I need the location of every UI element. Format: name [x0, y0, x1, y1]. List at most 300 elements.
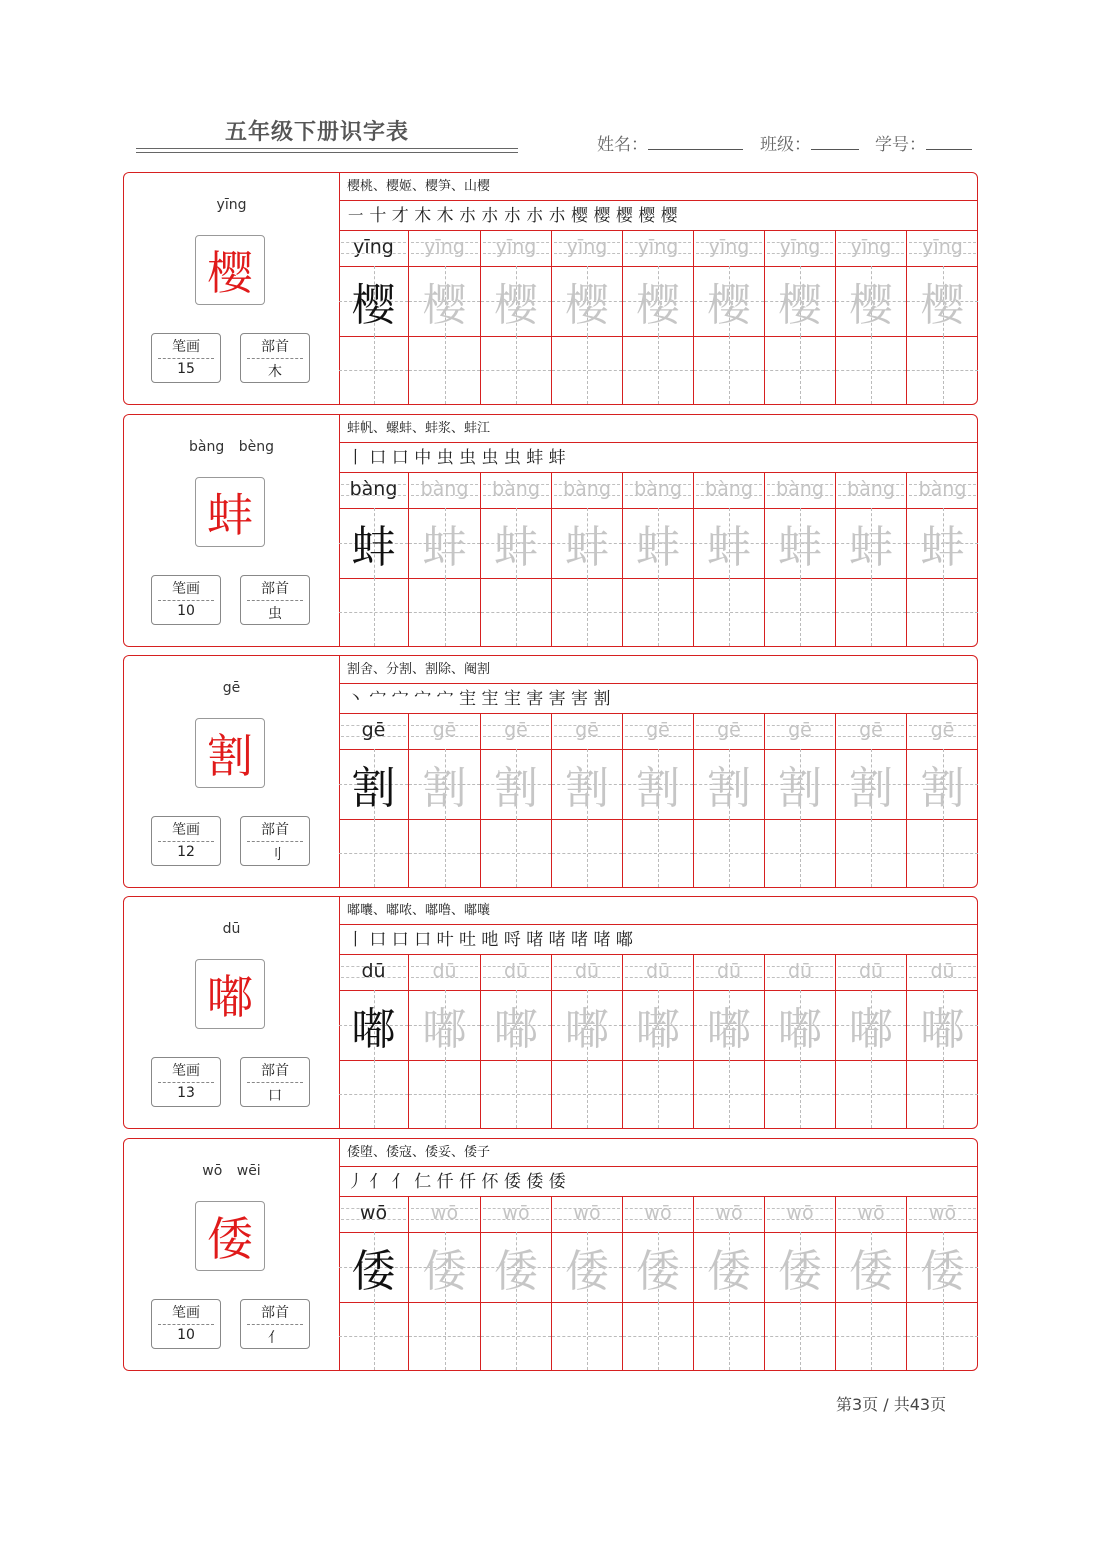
trace-row — [339, 266, 977, 337]
tian-grid-cell — [481, 990, 552, 1060]
practice-panel — [339, 656, 977, 887]
pinyin-model: bàng — [349, 478, 398, 500]
pinyin-trace: wō — [573, 1202, 601, 1224]
class-blank[interactable] — [811, 131, 859, 150]
pinyin-trace: yīng — [637, 236, 679, 258]
char-model: 嘟 — [351, 1004, 396, 1055]
practice-cell[interactable] — [409, 578, 481, 646]
pinyin-trace: yīng — [566, 236, 608, 258]
char-model: 蚌 — [351, 522, 396, 573]
divider — [247, 600, 303, 601]
char-trace: 樱 — [707, 280, 751, 331]
target-character: 蚌 — [195, 477, 265, 547]
practice-cell[interactable] — [339, 578, 409, 646]
radical-label: 部首 — [261, 1305, 289, 1321]
practice-cell[interactable] — [765, 1302, 836, 1370]
pinyin-trace: yīng — [922, 236, 963, 258]
pinyin-cell — [339, 1197, 409, 1232]
pinyin-cell — [907, 714, 978, 749]
number-blank[interactable] — [926, 131, 972, 150]
pinyin-row — [339, 1197, 977, 1233]
character-card — [123, 414, 978, 647]
pinyin-cell — [409, 955, 481, 990]
practice-cell[interactable] — [481, 819, 552, 887]
pinyin-row — [339, 473, 977, 509]
divider — [247, 841, 303, 842]
char-trace: 倭 — [636, 1246, 680, 1297]
pinyin-trace: gē — [504, 719, 528, 741]
stroke-count-value: 15 — [177, 361, 195, 377]
pinyin-all: dū — [222, 921, 241, 937]
trace-row — [339, 749, 977, 820]
divider — [247, 1324, 303, 1325]
practice-cell[interactable] — [907, 336, 978, 404]
char-trace: 倭 — [494, 1246, 538, 1297]
practice-cell[interactable] — [409, 1302, 481, 1370]
practice-cell[interactable] — [765, 819, 836, 887]
stroke-count-label: 笔画 — [172, 581, 200, 597]
pinyin-trace: gē — [859, 719, 883, 741]
pinyin-all: bàng bèng — [189, 439, 274, 455]
target-character: 割 — [195, 718, 265, 788]
practice-cell[interactable] — [339, 336, 409, 404]
stroke-count-box — [151, 575, 221, 625]
divider — [247, 1082, 303, 1083]
char-trace: 割 — [494, 763, 538, 814]
char-trace: 割 — [707, 763, 751, 814]
pinyin-cell — [409, 714, 481, 749]
char-info-panel — [124, 897, 340, 1128]
pinyin-cell — [907, 1197, 978, 1232]
target-character: 倭 — [195, 1201, 265, 1271]
practice-cell[interactable] — [623, 1060, 694, 1128]
practice-panel — [339, 1139, 977, 1370]
target-character: 樱 — [195, 235, 265, 305]
pinyin-cell — [765, 231, 836, 266]
practice-cell[interactable] — [552, 336, 623, 404]
pinyin-cell — [765, 714, 836, 749]
practice-cell[interactable] — [552, 1060, 623, 1128]
char-trace: 樱 — [494, 280, 538, 331]
divider — [247, 358, 303, 359]
tian-grid-cell — [339, 1232, 409, 1302]
stroke-count-label: 笔画 — [172, 1063, 200, 1079]
practice-cell[interactable] — [836, 578, 907, 646]
tian-grid-cell — [481, 508, 552, 578]
tian-grid-cell — [765, 990, 836, 1060]
class-field[interactable] — [760, 130, 859, 155]
pinyin-cell — [765, 955, 836, 990]
tian-grid-cell — [339, 508, 409, 578]
pinyin-model: yīng — [353, 236, 394, 258]
pinyin-cell — [409, 1197, 481, 1232]
pinyin-trace: gē — [788, 719, 812, 741]
pinyin-cell — [765, 473, 836, 508]
tian-grid-cell — [623, 990, 694, 1060]
char-trace: 割 — [849, 763, 893, 814]
char-trace: 倭 — [565, 1246, 609, 1297]
pinyin-trace: gē — [646, 719, 670, 741]
practice-cell[interactable] — [481, 578, 552, 646]
tian-grid-cell — [552, 266, 623, 336]
tian-grid-cell — [907, 1232, 978, 1302]
pinyin-cell — [623, 955, 694, 990]
pinyin-trace: wō — [928, 1202, 957, 1224]
number-field[interactable] — [875, 130, 972, 155]
radical-box — [240, 333, 310, 383]
radical-label: 部首 — [261, 581, 289, 597]
pinyin-cell — [623, 1197, 694, 1232]
tian-grid-cell — [907, 990, 978, 1060]
practice-grid — [339, 473, 977, 646]
practice-cell[interactable] — [339, 819, 409, 887]
blank-row — [339, 1302, 977, 1370]
radical-box — [240, 816, 310, 866]
radical-value: 木 — [268, 364, 282, 380]
pinyin-cell — [409, 473, 481, 508]
char-trace: 割 — [422, 763, 467, 814]
pinyin-trace: wō — [502, 1202, 530, 1224]
pinyin-trace: bàng — [918, 478, 967, 500]
tian-grid-cell — [409, 749, 481, 819]
pinyin-cell — [552, 231, 623, 266]
tian-grid-cell — [339, 266, 409, 336]
divider — [158, 600, 214, 601]
pinyin-cell — [481, 714, 552, 749]
practice-cell[interactable] — [623, 1302, 694, 1370]
radical-label: 部首 — [261, 822, 289, 838]
practice-cell[interactable] — [409, 336, 481, 404]
divider — [158, 841, 214, 842]
tian-grid-cell — [836, 508, 907, 578]
pinyin-trace: wō — [857, 1202, 885, 1224]
tian-grid-cell — [409, 508, 481, 578]
tian-grid-cell — [623, 508, 694, 578]
tian-grid-cell — [694, 508, 765, 578]
pinyin-cell — [339, 955, 409, 990]
radical-value: 刂 — [268, 847, 282, 863]
tian-grid-cell — [409, 266, 481, 336]
tian-grid-cell — [836, 1232, 907, 1302]
title-underline-2 — [136, 152, 518, 153]
pinyin-trace: bàng — [563, 478, 611, 500]
pinyin-trace: wō — [786, 1202, 814, 1224]
pinyin-cell — [694, 231, 765, 266]
practice-cell[interactable] — [623, 336, 694, 404]
practice-cell[interactable] — [339, 1060, 409, 1128]
tian-grid-cell — [765, 1232, 836, 1302]
pinyin-trace: bàng — [776, 478, 824, 500]
pinyin-model: dū — [361, 960, 386, 982]
pinyin-model: gē — [361, 719, 386, 741]
pinyin-trace: bàng — [492, 478, 540, 500]
char-info-panel — [124, 656, 340, 887]
number-label: 学号： — [875, 135, 926, 155]
pinyin-cell — [907, 955, 978, 990]
char-info-panel — [124, 415, 340, 646]
practice-grid — [339, 1197, 977, 1370]
practice-cell[interactable] — [623, 578, 694, 646]
name-field[interactable] — [597, 130, 743, 155]
pinyin-trace: wō — [430, 1202, 459, 1224]
stroke-order: 丶 宀 宀 宀 宀 宔 宔 宔 害 害 害 割 — [339, 684, 977, 714]
pinyin-cell — [694, 714, 765, 749]
practice-panel — [339, 415, 977, 646]
character-card — [123, 896, 978, 1129]
practice-cell[interactable] — [765, 1060, 836, 1128]
char-info-panel — [124, 1139, 340, 1370]
trace-row — [339, 1232, 977, 1303]
pinyin-row — [339, 714, 977, 750]
pinyin-cell — [339, 714, 409, 749]
radical-value: 口 — [268, 1088, 282, 1104]
pinyin-cell — [481, 1197, 552, 1232]
blank-row — [339, 336, 977, 404]
tian-grid-cell — [409, 990, 481, 1060]
radical-box — [240, 1299, 310, 1349]
trace-row — [339, 990, 977, 1061]
pinyin-trace: gē — [930, 719, 955, 741]
pinyin-cell — [765, 1197, 836, 1232]
tian-grid-cell — [694, 749, 765, 819]
tian-grid-cell — [339, 749, 409, 819]
pinyin-cell — [623, 473, 694, 508]
pinyin-cell — [836, 955, 907, 990]
tian-grid-cell — [765, 508, 836, 578]
char-trace: 蚌 — [920, 522, 965, 573]
tian-grid-cell — [907, 508, 978, 578]
char-trace: 樱 — [849, 280, 893, 331]
practice-cell[interactable] — [694, 819, 765, 887]
practice-cell[interactable] — [339, 1302, 409, 1370]
pinyin-trace: bàng — [705, 478, 753, 500]
stroke-count-box — [151, 1057, 221, 1107]
pinyin-all: wō wēi — [202, 1163, 261, 1179]
stroke-count-box — [151, 1299, 221, 1349]
pinyin-cell — [836, 1197, 907, 1232]
practice-cell[interactable] — [694, 1302, 765, 1370]
char-trace: 蚌 — [707, 522, 751, 573]
practice-cell[interactable] — [907, 1060, 978, 1128]
character-card — [123, 1138, 978, 1371]
trace-row — [339, 508, 977, 579]
practice-cell[interactable] — [765, 336, 836, 404]
pinyin-trace: bàng — [420, 478, 469, 500]
char-trace: 倭 — [778, 1246, 822, 1297]
pinyin-trace: wō — [644, 1202, 672, 1224]
pinyin-cell — [907, 231, 978, 266]
char-info-panel — [124, 173, 340, 404]
divider — [158, 358, 214, 359]
practice-cell[interactable] — [481, 336, 552, 404]
practice-cell[interactable] — [552, 578, 623, 646]
pinyin-trace: dū — [930, 960, 955, 982]
stroke-order: 丨 口 口 口 叶 吐 吔 哷 啫 啫 啫 啫 嘟 — [339, 925, 977, 955]
example-words: 蚌帆、螺蚌、蚌浆、蚌江 — [339, 415, 977, 443]
char-trace: 蚌 — [778, 522, 822, 573]
tian-grid-cell — [623, 266, 694, 336]
character-card — [123, 172, 978, 405]
pinyin-cell — [409, 231, 481, 266]
stroke-count-value: 13 — [177, 1085, 195, 1101]
pinyin-cell — [339, 231, 409, 266]
pinyin-cell — [552, 714, 623, 749]
name-blank[interactable] — [648, 131, 743, 150]
tian-grid-cell — [765, 266, 836, 336]
practice-cell[interactable] — [694, 336, 765, 404]
pinyin-trace: dū — [503, 960, 529, 982]
stroke-count-label: 笔画 — [172, 339, 200, 355]
char-trace: 嘟 — [920, 1004, 965, 1055]
tian-grid-cell — [339, 990, 409, 1060]
pinyin-trace: gē — [717, 719, 741, 741]
practice-cell[interactable] — [409, 819, 481, 887]
page-header — [0, 0, 1102, 160]
practice-cell[interactable] — [623, 819, 694, 887]
pinyin-trace: dū — [645, 960, 671, 982]
pinyin-trace: dū — [716, 960, 742, 982]
tian-grid-cell — [409, 1232, 481, 1302]
char-trace: 樱 — [778, 280, 822, 331]
blank-row — [339, 819, 977, 887]
practice-cell[interactable] — [552, 1302, 623, 1370]
practice-cell[interactable] — [765, 578, 836, 646]
practice-panel — [339, 897, 977, 1128]
practice-cell[interactable] — [552, 819, 623, 887]
practice-cell[interactable] — [409, 1060, 481, 1128]
pinyin-trace: yīng — [495, 236, 537, 258]
tian-grid-cell — [481, 1232, 552, 1302]
pinyin-cell — [481, 473, 552, 508]
pinyin-row — [339, 955, 977, 991]
target-character: 嘟 — [195, 959, 265, 1029]
pinyin-cell — [552, 473, 623, 508]
tian-grid-cell — [623, 749, 694, 819]
stroke-order: 丨 口 口 中 虫 虫 虫 虫 蚌 蚌 — [339, 443, 977, 473]
example-words: 割舍、分割、割除、阉割 — [339, 656, 977, 684]
tian-grid-cell — [836, 749, 907, 819]
pinyin-trace: dū — [574, 960, 600, 982]
divider — [158, 1324, 214, 1325]
tian-grid-cell — [552, 749, 623, 819]
char-trace: 嘟 — [636, 1004, 680, 1055]
character-card — [123, 655, 978, 888]
char-trace: 倭 — [707, 1246, 751, 1297]
char-trace: 倭 — [422, 1246, 467, 1297]
pinyin-cell — [552, 955, 623, 990]
tian-grid-cell — [694, 266, 765, 336]
pinyin-trace: yīng — [424, 236, 465, 258]
tian-grid-cell — [694, 1232, 765, 1302]
char-trace: 嘟 — [707, 1004, 751, 1055]
practice-cell[interactable] — [481, 1302, 552, 1370]
pinyin-trace: bàng — [634, 478, 682, 500]
char-trace: 割 — [920, 763, 965, 814]
radical-value: 亻 — [268, 1330, 282, 1346]
practice-cell[interactable] — [907, 578, 978, 646]
practice-cell[interactable] — [481, 1060, 552, 1128]
practice-grid — [339, 231, 977, 404]
stroke-count-box — [151, 816, 221, 866]
char-trace: 嘟 — [422, 1004, 467, 1055]
practice-cell[interactable] — [836, 336, 907, 404]
blank-row — [339, 578, 977, 646]
tian-grid-cell — [552, 508, 623, 578]
example-words: 嘟囔、嘟哝、嘟噜、嘟嚷 — [339, 897, 977, 925]
pinyin-cell — [694, 955, 765, 990]
char-trace: 嘟 — [565, 1004, 609, 1055]
pinyin-cell — [552, 1197, 623, 1232]
radical-box — [240, 575, 310, 625]
pinyin-trace: dū — [787, 960, 813, 982]
stroke-count-box — [151, 333, 221, 383]
char-trace: 倭 — [849, 1246, 893, 1297]
practice-cell[interactable] — [694, 1060, 765, 1128]
pinyin-trace: dū — [858, 960, 884, 982]
tian-grid-cell — [694, 990, 765, 1060]
char-trace: 嘟 — [778, 1004, 822, 1055]
pinyin-trace: yīng — [779, 236, 821, 258]
char-model: 樱 — [351, 280, 396, 331]
blank-row — [339, 1060, 977, 1128]
stroke-order: ㇐ 十 才 木 木 朩 朩 朩 朩 朩 樱 樱 樱 樱 樱 — [339, 201, 977, 231]
pinyin-cell — [694, 473, 765, 508]
practice-cell[interactable] — [907, 819, 978, 887]
practice-cell[interactable] — [907, 1302, 978, 1370]
pinyin-cell — [836, 473, 907, 508]
tian-grid-cell — [481, 749, 552, 819]
pinyin-cell — [694, 1197, 765, 1232]
tian-grid-cell — [552, 1232, 623, 1302]
practice-grid — [339, 955, 977, 1128]
practice-cell[interactable] — [836, 1060, 907, 1128]
char-trace: 割 — [565, 763, 609, 814]
tian-grid-cell — [552, 990, 623, 1060]
radical-value: 虫 — [268, 606, 282, 622]
char-trace: 嘟 — [849, 1004, 893, 1055]
practice-panel — [339, 173, 977, 404]
char-model: 割 — [351, 763, 396, 814]
stroke-count-label: 笔画 — [172, 822, 200, 838]
char-trace: 樱 — [565, 280, 609, 331]
page-title: 五年级下册识字表 — [225, 120, 410, 145]
pinyin-all: yīng — [216, 197, 247, 213]
class-label: 班级： — [760, 135, 811, 155]
pinyin-cell — [836, 231, 907, 266]
pinyin-cell — [481, 231, 552, 266]
char-trace: 蚌 — [849, 522, 893, 573]
char-trace: 蚌 — [494, 522, 538, 573]
pinyin-cell — [339, 473, 409, 508]
char-trace: 嘟 — [494, 1004, 538, 1055]
practice-cell[interactable] — [694, 578, 765, 646]
radical-label: 部首 — [261, 1063, 289, 1079]
pinyin-cell — [623, 714, 694, 749]
pinyin-trace: yīng — [850, 236, 892, 258]
char-trace: 割 — [778, 763, 822, 814]
pinyin-trace: wō — [715, 1202, 743, 1224]
char-trace: 樱 — [422, 280, 467, 331]
name-label: 姓名： — [597, 135, 648, 155]
char-trace: 蚌 — [636, 522, 680, 573]
practice-cell[interactable] — [836, 819, 907, 887]
pinyin-cell — [907, 473, 978, 508]
tian-grid-cell — [907, 749, 978, 819]
practice-cell[interactable] — [836, 1302, 907, 1370]
practice-grid — [339, 714, 977, 887]
pinyin-trace: gē — [575, 719, 599, 741]
radical-box — [240, 1057, 310, 1107]
